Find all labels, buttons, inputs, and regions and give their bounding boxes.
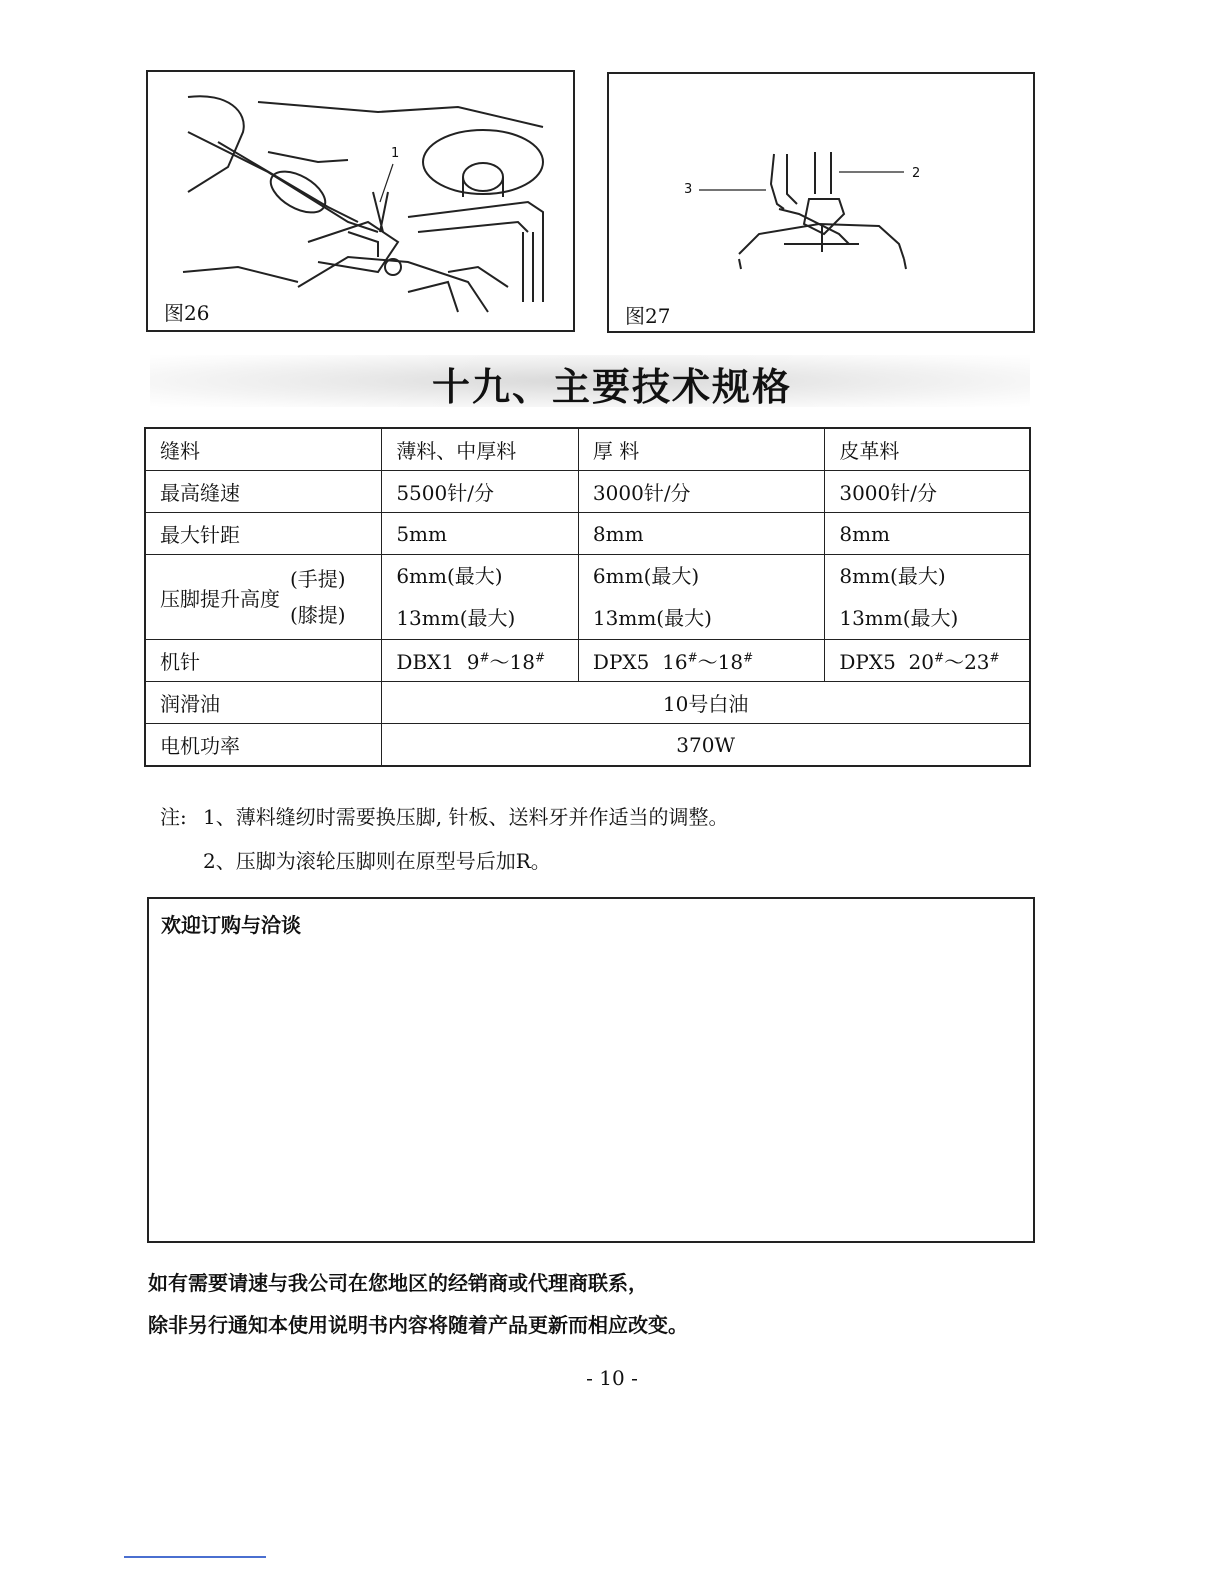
row-label-cell	[145, 555, 382, 640]
table-cell: 皮革料	[825, 428, 1030, 471]
range-sep: ～	[489, 650, 510, 674]
size-mark: #	[989, 650, 1000, 665]
contact-box	[147, 897, 1035, 1243]
range-sep: ～	[697, 650, 718, 674]
table-cell: 5500针/分	[382, 471, 579, 513]
table-cell: 薄料、中厚料	[382, 428, 579, 471]
lift-knee: 13mm(最大)	[396, 606, 516, 630]
figure-27-callout-3: 3	[684, 182, 693, 197]
table-row	[145, 682, 1030, 724]
sub-label-hand: (手提)	[290, 567, 346, 591]
note-prefix: 注:	[160, 805, 187, 829]
footer-line-2: 除非另行通知本使用说明书内容将随着产品更新而相应改变。	[148, 1313, 688, 1337]
row-label: 润滑油	[145, 682, 382, 724]
figure-26-label: 图26	[164, 301, 210, 325]
table-row	[145, 640, 1030, 682]
needle-size-to: 18	[509, 650, 535, 674]
row-label: 最高缝速	[145, 471, 382, 513]
table-row	[145, 471, 1030, 513]
range-sep: ～	[944, 650, 965, 674]
row-label: 电机功率	[145, 724, 382, 767]
needle-size-from: 9	[466, 650, 480, 674]
footer-line-1: 如有需要请速与我公司在您地区的经销商或代理商联系，	[148, 1271, 648, 1295]
table-row	[145, 428, 1030, 471]
figure-27-label: 图27	[625, 304, 671, 328]
lift-hand: 6mm(最大)	[396, 564, 503, 588]
needle-size-from: 20	[908, 650, 934, 674]
page-number: - 10 -	[586, 1366, 638, 1390]
table-cell: 8mm	[825, 513, 1030, 555]
table-cell: 3000针/分	[825, 471, 1030, 513]
figure-27-callout-2: 2	[912, 166, 921, 181]
lift-hand: 8mm(最大)	[839, 564, 946, 588]
spec-table	[144, 427, 1031, 767]
table-row	[145, 513, 1030, 555]
row-label: 缝料	[145, 428, 382, 471]
table-cell: 厚 料	[578, 428, 824, 471]
needle-cell	[578, 640, 824, 682]
row-label: 最大针距	[145, 513, 382, 555]
table-cell	[382, 555, 579, 640]
row-label: 压脚提升高度	[160, 586, 280, 611]
needle-size-to: 18	[717, 650, 744, 674]
figure-27-drawing	[609, 74, 1037, 335]
needle-cell	[825, 640, 1030, 682]
figure-26-drawing	[148, 72, 577, 334]
lift-hand: 6mm(最大)	[592, 564, 700, 588]
needle-model: DBX1	[396, 650, 455, 674]
table-cell: 3000针/分	[578, 471, 824, 513]
size-mark: #	[534, 650, 546, 665]
table-row	[145, 555, 1030, 640]
table-cell	[825, 555, 1030, 640]
note-item-1: 1、薄料缝纫时需要换压脚, 针板、送料牙并作适当的调整。	[203, 805, 729, 829]
scan-mark	[124, 1556, 266, 1558]
needle-size-from: 16	[662, 650, 688, 674]
size-mark: #	[743, 650, 754, 665]
needle-size-to: 23	[964, 650, 990, 674]
size-mark: #	[687, 650, 698, 665]
figure-27	[607, 72, 1035, 333]
sub-label-knee: (膝提)	[290, 603, 346, 627]
needle-model: DPX5	[592, 650, 650, 674]
size-mark: #	[934, 650, 945, 665]
merged-cell: 10号白油	[382, 682, 1030, 724]
row-label: 机针	[145, 640, 382, 682]
lift-knee: 13mm(最大)	[839, 606, 959, 630]
note-item-2: 2、压脚为滚轮压脚则在原型号后加R。	[203, 849, 551, 873]
section-title: 十九、主要技术规格	[431, 365, 792, 409]
figure-26-callout-1: 1	[391, 146, 400, 161]
figure-26	[146, 70, 575, 332]
merged-cell: 370W	[382, 724, 1030, 767]
table-cell: 8mm	[578, 513, 824, 555]
table-cell: 5mm	[382, 513, 579, 555]
size-mark: #	[479, 650, 490, 665]
contact-title: 欢迎订购与洽谈	[161, 913, 301, 937]
table-cell	[578, 555, 824, 640]
lift-knee: 13mm(最大)	[592, 606, 712, 630]
needle-model: DPX5	[839, 650, 896, 674]
table-row	[145, 724, 1030, 767]
needle-cell	[382, 640, 579, 682]
